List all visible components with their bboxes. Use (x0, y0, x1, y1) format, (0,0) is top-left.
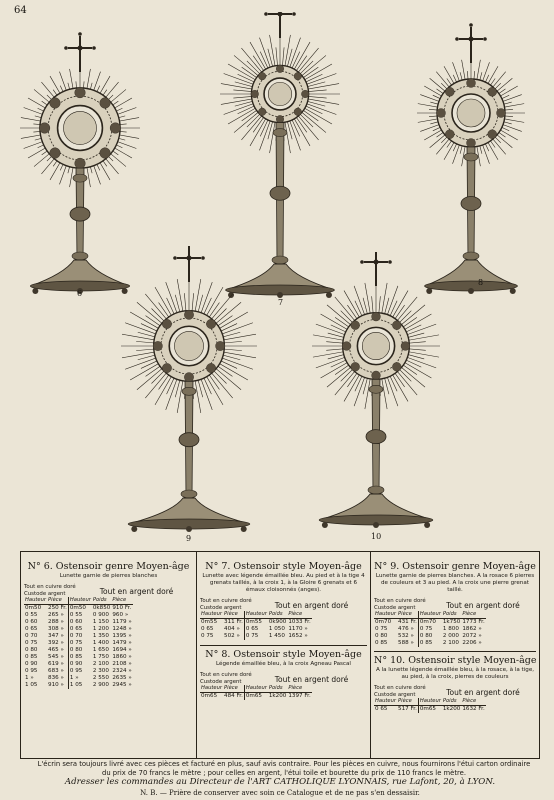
column-header: Hauteur (25, 597, 47, 604)
table-cell: 1 200 (92, 626, 109, 633)
table-cell: 288 » (48, 619, 64, 626)
price-table (200, 685, 312, 700)
table-cell: 0 65 (25, 626, 38, 633)
product-title: N° 10. Ostensoir style Moyen-âge (374, 651, 536, 666)
table-row (24, 661, 133, 668)
column-header: Pièce (461, 611, 485, 619)
column-header: Pièce (397, 698, 418, 706)
cuivre-label: Tout en cuivre doré Custode argent (200, 672, 252, 685)
table-cell: 545 » (48, 654, 64, 661)
table-cell: 1 650 (92, 647, 109, 654)
argent-label: Tout en argent doré (99, 587, 174, 597)
table-cell: 910 Fr. (112, 605, 132, 612)
table-cell: 0 75 (244, 633, 268, 640)
table-cell: 619 » (48, 661, 64, 668)
figure-label-8: 8 (478, 278, 484, 287)
table-cell: 0m55 (244, 619, 268, 627)
column-header: Hauteur (419, 698, 441, 705)
table-cell: 0 75 (68, 640, 92, 647)
table-cell: 0 70 (25, 633, 38, 640)
figure-label-7: 7 (278, 298, 284, 307)
table-cell: 1397 Fr. (288, 693, 311, 700)
table-cell: 1 800 (442, 626, 459, 633)
table-cell: 265 » (48, 612, 64, 619)
column-header: Hauteur (419, 611, 441, 618)
column-header: Hauteur (201, 611, 223, 618)
case-note: L'écrin sera toujours livré avec ces pièces et facturé en plus, sauf avis contraire. Pour les pièces en cuivre, nous fournirons l'étui carton ordinaire du prix de 70 francs le mètre ; pour celles en argent, l'étui toile et bourette du prix de 110 francs le mètre. (37, 760, 531, 777)
table-cell: 0m50 (68, 605, 92, 613)
table-cell: 465 » (48, 647, 64, 654)
table-cell: 1033 Fr. (288, 619, 311, 626)
table-cell: 1 150 (92, 619, 109, 626)
table-cell: 0 95 (25, 668, 38, 675)
table-cell: 0 75 (25, 640, 38, 647)
column-header: Poids (442, 611, 461, 619)
table-cell: 311 Fr. (224, 619, 243, 626)
table-cell: 0 85 (418, 640, 442, 647)
table-cell: 1170 » (288, 626, 308, 633)
column-header: Hauteur (375, 611, 397, 618)
column-header: Hauteur (245, 611, 267, 618)
table-cell: 683 » (48, 668, 64, 675)
cuivre-label: Tout en cuivre doré Custode argent (374, 598, 426, 611)
monstrance-figure-10 (305, 252, 447, 542)
product-title: N° 8. Ostensoir style Moyen-âge (200, 645, 367, 660)
table-cell: 0 80 (25, 647, 38, 654)
table-cell: 0k850 (92, 605, 111, 612)
table-cell: 0m65 (201, 693, 218, 700)
table-cell: 588 » (398, 640, 414, 647)
column-header: Pièce (223, 611, 244, 619)
table-cell: 2635 » (112, 675, 132, 682)
table-cell: 0 60 (25, 619, 38, 626)
product-description: Lunette garnie de pierres blanches (59, 573, 158, 579)
table-row (24, 675, 133, 682)
table-cell: 1694 » (112, 647, 132, 654)
cuivre-label: Tout en cuivre doré Custode argent (374, 685, 426, 698)
table-cell: 1k750 (442, 619, 461, 626)
figure-label-9: 9 (186, 534, 192, 543)
table-cell: 392 » (48, 640, 64, 647)
price-table (374, 611, 486, 647)
product-description: Lunette avec légende émaillée bleu. Au pied et à la tige 4 grenats taillés, à la croix 1, à la Gloire 6 grenats et 6 émaux cloisonnés (anges). (202, 573, 365, 593)
product-n7-n8 (197, 552, 371, 758)
table-cell: 1 750 (92, 654, 109, 661)
figure-label-6: 6 (77, 289, 83, 298)
product-description: Légende émaillée bleu, à la croix Agneau Pascal (216, 661, 351, 668)
column-header: Pièce (47, 597, 68, 605)
argent-label: Tout en argent doré (446, 601, 520, 611)
table-row (374, 633, 486, 640)
table-cell: 1 400 (92, 640, 109, 647)
price-catalog (20, 551, 540, 759)
table-cell: 1248 » (112, 626, 132, 633)
table-row (24, 654, 133, 661)
column-header: Pièce (287, 685, 311, 693)
table-cell: 1773 Fr. (462, 619, 485, 626)
table-cell: 1479 » (112, 640, 132, 647)
table-cell: 1632 Fr. (462, 706, 485, 713)
table-row (200, 693, 312, 701)
table-cell: 0 65 (68, 626, 92, 633)
table-cell: 1652 » (288, 633, 308, 640)
table-cell: 0 75 (201, 633, 214, 640)
table-row (200, 619, 312, 627)
table-cell: 960 » (112, 612, 129, 619)
table-row (24, 619, 133, 626)
table-cell: 1 050 (268, 626, 285, 633)
argent-label: Tout en argent doré (274, 601, 349, 611)
table-cell: 517 Fr. (398, 706, 417, 713)
table-row (374, 706, 486, 714)
table-cell: 0 90 (25, 661, 38, 668)
column-header: Pièce (223, 685, 244, 693)
price-table (24, 597, 133, 689)
column-header: Hauteur (201, 685, 223, 692)
table-row (24, 626, 133, 633)
table-cell: 2 900 (92, 682, 109, 689)
table-cell: 1 05 (68, 682, 92, 689)
table-row (24, 633, 133, 640)
column-header: Pièce (111, 597, 132, 605)
column-header: Pièce (461, 698, 485, 706)
table-cell: 2945 » (112, 682, 132, 689)
table-cell: 0 75 (418, 626, 442, 633)
table-cell: 0 95 (68, 668, 92, 675)
table-cell: 1395 » (112, 633, 132, 640)
column-header: Pièce (397, 611, 418, 619)
table-row (24, 668, 133, 675)
table-cell: 0 65 (201, 626, 214, 633)
table-row (24, 647, 133, 654)
table-cell: 484 Fr. (224, 693, 243, 700)
argent-label: Tout en argent doré (446, 688, 520, 698)
table-cell: 0 900 (92, 612, 109, 619)
table-cell: 1k200 (442, 706, 461, 713)
table-cell: 0m50 (25, 605, 42, 612)
table-cell: 250 Fr. (48, 605, 67, 612)
table-cell: 2206 » (462, 640, 482, 647)
column-header: Poids (92, 597, 111, 605)
order-address: Adresser les commandes au Directeur de l'ART CATHOLIQUE LYONNAIS, rue Lafont, 20, à LYON. (64, 777, 496, 787)
table-cell: 0 75 (375, 626, 388, 633)
table-cell: 0m70 (418, 619, 442, 627)
table-cell: 532 » (398, 633, 414, 640)
table-cell: 476 » (398, 626, 414, 633)
table-cell: 1 » (68, 675, 92, 682)
table-cell: 2072 » (462, 633, 482, 640)
table-cell: 1 450 (268, 633, 285, 640)
table-cell: 1179 » (112, 619, 132, 626)
table-cell: 0 90 (68, 661, 92, 668)
table-row (24, 682, 133, 689)
table-row (200, 626, 312, 633)
table-cell: 1 05 (25, 682, 38, 689)
monstrance-figure-9 (113, 246, 265, 546)
product-title: N° 6. Ostensoir genre Moyen-âge (27, 561, 190, 572)
table-cell: 0 80 (68, 647, 92, 654)
column-header: Poids (442, 698, 461, 706)
table-cell: 0 80 (375, 633, 388, 640)
product-n9-n10 (371, 552, 539, 758)
product-description: A la lunette légende émaillée bleu, à la rosace, à la tige, au pied, à la croix, pierres de couleurs (375, 667, 535, 681)
table-cell: 0 85 (25, 654, 38, 661)
table-cell: 0m65 (244, 693, 268, 701)
nb-note: N. B. — Prière de conserver avec soin ce Catalogue et de ne pas s'en dessaisir. (140, 789, 420, 797)
column-header: Hauteur (375, 698, 397, 705)
table-row (24, 612, 133, 619)
table-cell: 0m70 (375, 619, 392, 626)
table-cell: 347 » (48, 633, 64, 640)
cuivre-label: Tout en cuivre doré Custode argent (200, 598, 252, 611)
table-row (24, 605, 133, 613)
table-cell: 2 550 (92, 675, 109, 682)
table-cell: 910 » (48, 682, 64, 689)
table-cell: 0 65 (375, 706, 388, 713)
table-cell: 2 100 (442, 640, 459, 647)
table-cell: 836 » (48, 675, 64, 682)
table-cell: 0 85 (375, 640, 388, 647)
figure-label-10: 10 (371, 532, 382, 541)
table-cell: 404 » (224, 626, 240, 633)
table-cell: 2 000 (442, 633, 459, 640)
table-cell: 2324 » (112, 668, 132, 675)
monstrance-engraving-icon (305, 252, 447, 542)
monstrance-engraving-icon (113, 246, 265, 546)
column-header: Hauteur (69, 597, 91, 604)
product-title: N° 9. Ostensoir genre Moyen-âge (374, 561, 536, 572)
table-cell: 0 85 (68, 654, 92, 661)
table-row (200, 633, 312, 640)
table-cell: 502 » (224, 633, 240, 640)
table-row (24, 640, 133, 647)
price-table (200, 611, 312, 640)
table-cell: 0 80 (418, 633, 442, 640)
table-row (374, 619, 486, 627)
table-cell: 1860 » (112, 654, 132, 661)
column-header: Pièce (287, 611, 311, 619)
table-row (374, 640, 486, 647)
table-cell: 1k200 (268, 693, 287, 700)
table-cell: 308 » (48, 626, 64, 633)
table-cell: 0m65 (418, 706, 442, 714)
table-cell: 1 » (25, 675, 34, 682)
table-cell: 1862 » (462, 626, 482, 633)
column-header: Poids (268, 685, 287, 693)
column-header: Poids (268, 611, 287, 619)
column-header: Hauteur (245, 685, 267, 692)
table-row (374, 626, 486, 633)
table-cell: 0m55 (201, 619, 218, 626)
cuivre-label: Tout en cuivre doré Custode argent (24, 584, 76, 597)
table-cell: 0 55 (68, 612, 92, 619)
table-cell: 0 60 (68, 619, 92, 626)
table-cell: 0 65 (244, 626, 268, 633)
table-cell: 431 Fr. (398, 619, 417, 626)
table-cell: 1 350 (92, 633, 109, 640)
argent-label: Tout en argent doré (274, 675, 349, 685)
product-description: Lunette garnie de pierres blanches. A la rosace 6 pierres de couleurs et 3 au pied. A la croix une pierre grenat taillé. (375, 573, 535, 593)
product-n6 (21, 552, 197, 758)
table-cell: 2 100 (92, 661, 109, 668)
table-cell: 0k900 (268, 619, 287, 626)
price-table (374, 698, 486, 713)
product-title: N° 7. Ostensoir style Moyen-âge (205, 561, 362, 572)
table-cell: 0 70 (68, 633, 92, 640)
table-cell: 2 300 (92, 668, 109, 675)
table-cell: 0 55 (25, 612, 38, 619)
table-cell: 2108 » (112, 661, 132, 668)
page-number: 64 (14, 5, 27, 16)
